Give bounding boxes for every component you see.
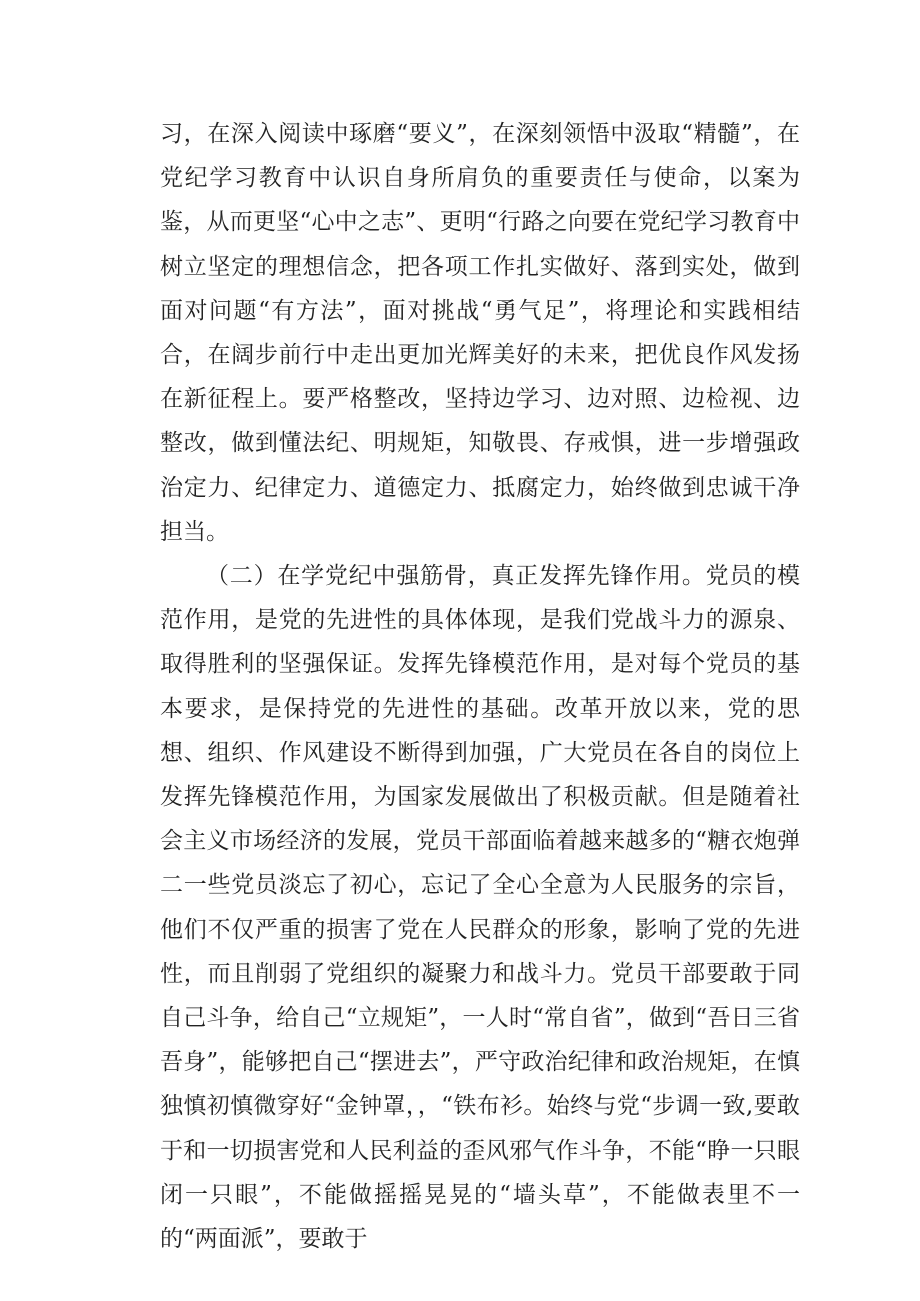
document-body	[160, 112, 800, 1261]
paragraph-continuation: 习，在深入阅读中琢磨“要义”，在深刻领悟中汲取“精髓”，在党纪学习教育中认识自身所肩负的重要责任与使命，以案为鉴，从而更坚“心中之志”、更明“行路之向要在党纪学习教育中树立坚定的理想信念，把各项工作扎实做好、落到实处，做到面对问题“有方法”，面对挑战“勇气足”，将理论和实践相结合，在阔步前行中走出更加光辉美好的未来，把优良作风发扬在新征程上。要严格整改，坚持边学习、边对照、边检视、边整改，做到懂法纪、明规矩，知敬畏、存戒惧，进一步增强政治定力、纪律定力、道德定力、抵腐定力，始终做到忠诚干净担当。	[160, 121, 800, 545]
paragraph-section-two: （二）在学党纪中强筋骨，真正发挥先锋作用。党员的模范作用，是党的先进性的具体体现，是我们党战斗力的源泉、取得胜利的坚强保证。发挥先锋模范作用，是对每个党员的基本要求，是保持党的先进性的基础。改革开放以来，党的思想、组织、作风建设不断得到加强，广大党员在各自的岗位上发挥先锋模范作用，为国家发展做出了积极贡献。但是随着社会主义市场经济的发展，党员干部面临着越来越多的“糖衣炮弹二一些党员淡忘了初心，忘记了全心全意为人民服务的宗旨，他们不仅严重的损害了党在人民群众的形象，影响了党的先进性，而且削弱了党组织的凝聚力和战斗力。党员干部要敢于同自己斗争，给自己“立规矩”，一人时“常自省”，做到“吾日三省吾身”，能够把自己“摆进去”，严守政治纪律和政治规矩，在慎独慎初慎微穿好“金钟罩，，“铁布衫。始终与党“步调一致,要敢于和一切损害党和人民利益的歪风邪气作斗争，不能“睁一只眼闭一只眼”，不能做摇摇晃晃的“墙头草”，不能做表里不一的“两面派”，要敢于	[160, 563, 800, 1253]
